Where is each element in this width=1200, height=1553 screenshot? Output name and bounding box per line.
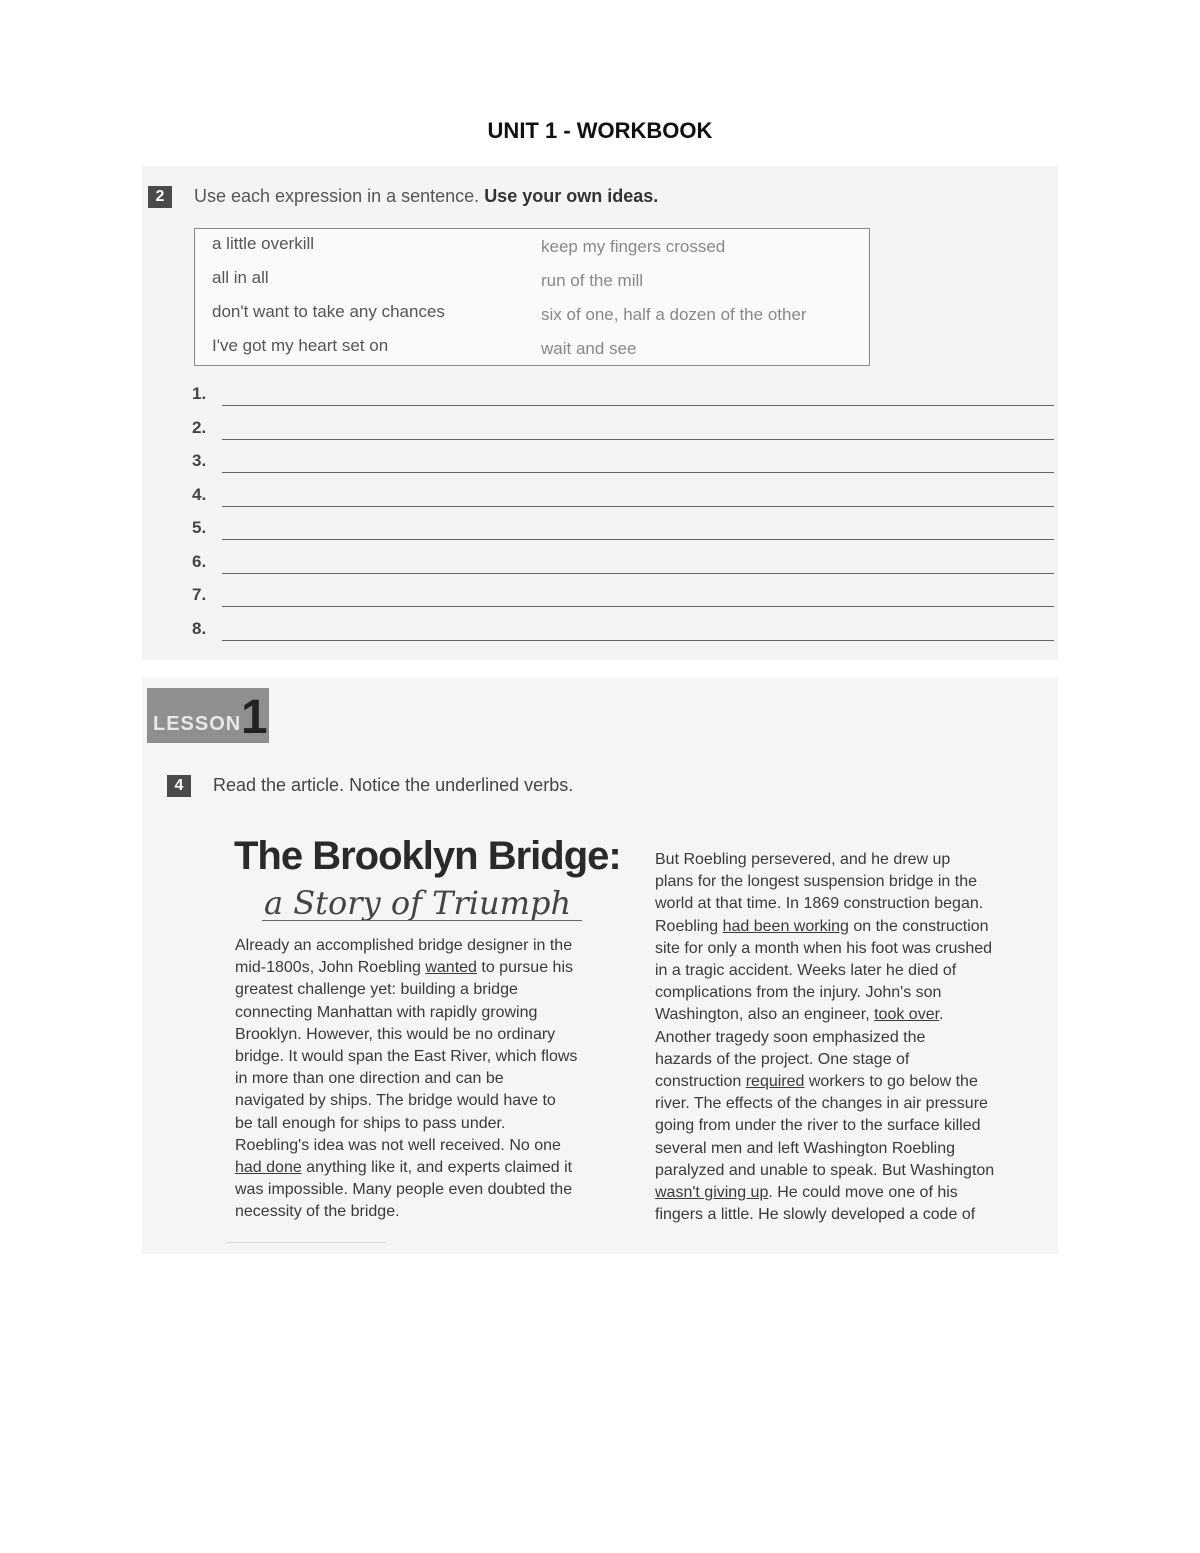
article-line: world at that time. In 1869 construction began. (655, 895, 984, 913)
answer-number: 8. (192, 618, 207, 638)
article-line: connecting Manhattan with rapidly growing (235, 1003, 538, 1021)
answer-number: 5. (192, 518, 207, 537)
answer-line[interactable] (192, 451, 1054, 475)
answer-line[interactable] (192, 384, 1054, 408)
answer-number: 4. (192, 484, 207, 504)
expression-item: a little overkill (212, 234, 315, 253)
answer-line[interactable] (192, 485, 1054, 509)
expression-item: all in all (212, 268, 269, 287)
answer-number: 7. (192, 585, 207, 604)
expression-item: six of one, half a dozen of the other (541, 305, 807, 324)
expression-item: don't want to take any chances (212, 302, 445, 321)
lesson-badge (147, 688, 269, 743)
answer-rule (222, 472, 1054, 473)
answer-number: 3. (192, 451, 207, 470)
expression-item: run of the mill (541, 271, 644, 290)
article-line: site for only a month when his foot was crushed (655, 939, 993, 957)
article-line: Roebling's idea was not well received. No one (235, 1136, 561, 1154)
article-line: navigated by ships. The bridge would have to (235, 1092, 556, 1110)
underlined-verb: had done (235, 1159, 302, 1177)
answer-rule (222, 439, 1054, 440)
exercise-number-badge: 2 (148, 186, 172, 208)
article-line: Roebling had been working on the construction (655, 917, 989, 935)
subtitle-underline (262, 920, 582, 921)
article-line: be tall enough for ships to pass under. (235, 1114, 506, 1132)
underlined-verb: wasn't giving up (655, 1184, 769, 1202)
article-line: Already an accomplished bridge designer in the (235, 937, 573, 954)
underlined-verb: wanted (425, 959, 477, 977)
expression-item: wait and see (541, 339, 637, 358)
article-line: river. The effects of the changes in air pressure (655, 1095, 988, 1113)
article-line: was impossible. Many people even doubted the (235, 1181, 573, 1199)
exercise-number-badge: 4 (167, 775, 191, 797)
article-line: Brooklyn. However, this would be no ordinary (235, 1025, 556, 1043)
article-line: several men and left Washington Roebling (655, 1139, 956, 1157)
lesson-word: LESSON (153, 713, 242, 735)
answer-line[interactable] (192, 552, 1054, 576)
answer-rule (222, 640, 1054, 641)
article-line: in more than one direction and can be (235, 1070, 504, 1088)
article-line: complications from the injury. John's son (655, 984, 942, 1002)
article-line: hazards of the project. One stage of (655, 1050, 910, 1068)
article-column-2 (655, 849, 994, 1226)
article-subtitle: a Story of Triumph (264, 884, 572, 922)
expression-item: I've got my heart set on (212, 336, 389, 355)
underlined-verb: took over (874, 1006, 940, 1024)
article-line: going from under the river to the surface killed (655, 1117, 981, 1135)
article-line: paralyzed and unable to speak. But Washington (655, 1161, 995, 1179)
lesson-number: 1 (241, 691, 268, 744)
answer-rule (222, 606, 1054, 607)
article-line: plans for the longest suspension bridge in the (655, 873, 977, 891)
answer-line[interactable] (192, 518, 1054, 542)
article-line: Another tragedy soon emphasized the (655, 1028, 926, 1046)
answer-rule (222, 539, 1054, 540)
answer-number: 1. (192, 384, 207, 403)
article-line: greatest challenge yet: building a bridge (235, 981, 518, 999)
answer-line[interactable] (192, 619, 1054, 643)
article-line: But Roebling persevered, and he drew up (655, 851, 951, 868)
expression-item: keep my fingers crossed (541, 237, 726, 256)
article-line: bridge. It would span the East River, which flows (235, 1048, 578, 1066)
answer-rule (222, 506, 1054, 507)
article-line: wasn't giving up. He could move one of his (655, 1184, 958, 1202)
answer-line[interactable] (192, 418, 1054, 442)
answer-rule (222, 405, 1054, 406)
article-line: had done anything like it, and experts claimed it (235, 1159, 573, 1177)
article-line: construction required workers to go below the (655, 1073, 978, 1091)
underlined-verb: had been working (722, 917, 849, 935)
article-line: in a tragic accident. Weeks later he died of (655, 962, 957, 980)
answer-line[interactable] (192, 585, 1054, 609)
underlined-verb: required (745, 1073, 805, 1091)
article-column-1 (235, 935, 577, 1224)
exercise-4-instruction: Read the article. Notice the underlined verbs. (213, 775, 574, 795)
article-line: necessity of the bridge. (235, 1203, 400, 1221)
answer-number: 2. (192, 417, 207, 437)
article-line: mid-1800s, John Roebling wanted to pursue his (235, 959, 573, 977)
article-line: Washington, also an engineer, took over. (655, 1006, 944, 1024)
page-title: UNIT 1 - WORKBOOK (487, 118, 713, 143)
answer-rule (222, 573, 1054, 574)
article-title: The Brooklyn Bridge: (234, 834, 621, 878)
scan-footer-mark (226, 1242, 386, 1243)
answer-number: 6. (192, 551, 207, 571)
exercise-2-instruction: Use each expression in a sentence. Use your own ideas. (194, 186, 659, 206)
article-line: fingers a little. He slowly developed a code of (655, 1206, 976, 1224)
